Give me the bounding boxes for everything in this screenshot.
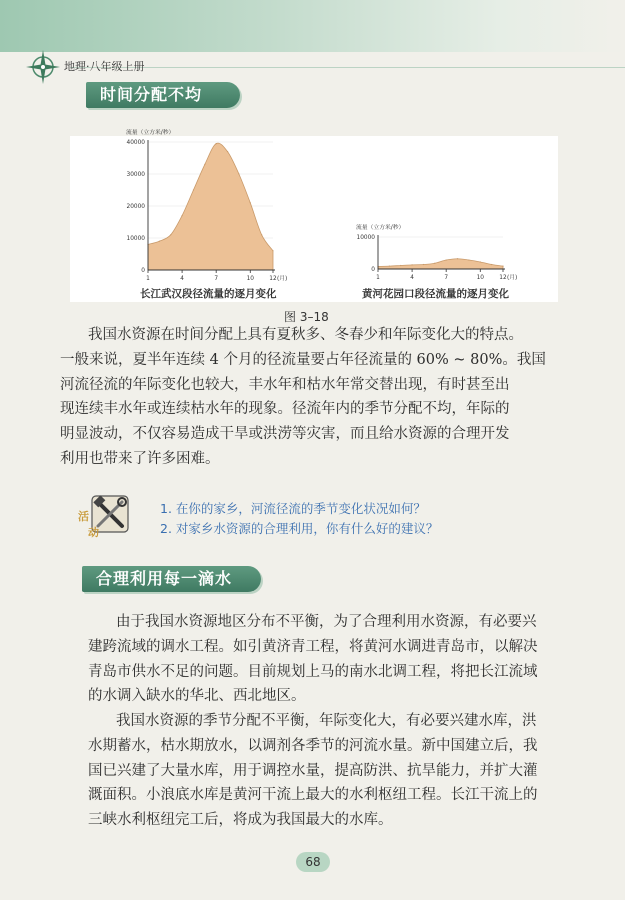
chart-yangtze-wuhan (80, 126, 310, 286)
x-tick-label: 7 (444, 274, 449, 281)
data-point (250, 202, 251, 203)
x-tick-label: 7 (214, 275, 219, 282)
x-axis-unit-label: (月) (507, 274, 518, 281)
y-tick-label: 10000 (126, 235, 145, 242)
data-point (238, 173, 239, 174)
activity-label-bottom: 动 (88, 526, 99, 539)
paragraph-line: 河流径流的年际变化也较大，丰水年和枯水年常交替出现，有时甚至出 (60, 376, 510, 393)
paragraph-line: 明显波动，不仅容易造成干旱或洪涝等灾害，而且给水资源的合理开发 (60, 426, 510, 443)
data-point (411, 264, 412, 265)
data-point (457, 258, 458, 259)
paragraph-line: 建跨流域的调水工程。如引黄济青工程，将黄河水调进青岛市，以解决 (88, 638, 538, 655)
data-point (480, 261, 481, 262)
x-tick-label: 12 (499, 274, 507, 281)
paragraph-reservoirs (88, 709, 558, 833)
figure-caption-left: 长江武汉段径流量的逐月变化 (140, 288, 277, 300)
paragraph-line: 一般来说，夏半年连续 4 个月的径流量要占年径流量的 60% ~ 80%。我国 (60, 351, 546, 368)
y-tick-label: 30000 (126, 171, 145, 178)
activity-label-top: 活 (78, 510, 89, 523)
data-point (204, 164, 205, 165)
data-point (170, 234, 171, 235)
data-point (446, 259, 447, 260)
activity-question-1: 1. 在你的家乡，河流径流的季节变化状况如何？ (160, 501, 426, 516)
header-subject: 地理·八年级上册 (64, 60, 145, 73)
data-point (468, 259, 469, 260)
section-title-use-every-drop: 合理利用每一滴水 (82, 566, 261, 592)
paragraph-line: 三峡水利枢纽完工后，将成为我国最大的水库。 (88, 812, 393, 829)
paragraph-line: 由于我国水资源地区分布不平衡，为了合理利用水资源，有必要兴 (116, 614, 537, 630)
paragraph-line: 现连续丰水年或连续枯水年的现象。径流年内的季节分配不均，年际的 (60, 401, 510, 418)
y-tick-label: 0 (141, 267, 145, 274)
x-tick-label: 10 (476, 274, 484, 281)
data-point (181, 215, 182, 216)
area-series (148, 143, 273, 270)
y-tick-label: 10000 (356, 234, 375, 241)
x-tick-label: 10 (246, 275, 254, 282)
data-point (216, 143, 217, 144)
x-tick-label: 1 (376, 274, 380, 281)
paragraph-time-distribution (60, 323, 558, 472)
data-point (423, 264, 424, 265)
y-axis-label: 流量（立方米/秒） (126, 130, 175, 136)
data-point (272, 250, 273, 251)
data-point (502, 266, 503, 267)
paragraph-line: 利用也带来了许多困难。 (60, 450, 220, 467)
section-title-time-distribution: 时间分配不均 (86, 82, 240, 108)
paragraph-line: 水期蓄水，枯水期放水，以调剂各季节的河流水量。新中国建立后，我 (88, 737, 538, 754)
data-point (227, 151, 228, 152)
paragraph-line: 我国水资源在时间分配上具有夏秋多、冬春少和年际变化大的特点。 (88, 327, 523, 343)
data-point (159, 241, 160, 242)
header-divider (70, 67, 625, 68)
figure-caption-right: 黄河花园口段径流量的逐月变化 (362, 288, 509, 300)
y-tick-label: 40000 (126, 139, 145, 146)
activity-question-2: 2. 对家乡水资源的合理利用，你有什么好的建议？ (160, 521, 439, 536)
figure-number: 图 3–18 (284, 310, 329, 324)
compass-icon (24, 48, 62, 86)
paragraph-line: 的水调入缺水的华北、西北地区。 (88, 688, 306, 705)
chart-yellow-river-huayuankou (330, 215, 530, 287)
paragraph-water-transfer (88, 610, 558, 709)
x-tick-label: 4 (410, 274, 414, 281)
y-tick-label: 20000 (126, 203, 145, 210)
x-tick-label: 1 (146, 275, 150, 282)
data-point (491, 264, 492, 265)
paragraph-line: 我国水资源的季节分配不平衡，年际变化大，有必要兴建水库，洪 (116, 713, 537, 729)
x-tick-label: 4 (180, 275, 184, 282)
x-tick-label: 12 (269, 275, 277, 282)
page-number: 68 (296, 852, 330, 872)
paragraph-line: 青岛市供水不足的问题。目前规划上马的南水北调工程，将把长江流域 (88, 663, 538, 680)
data-point (434, 263, 435, 264)
data-point (389, 266, 390, 267)
y-axis-label: 流量（立方米/秒） (356, 225, 405, 231)
y-tick-label: 0 (371, 266, 375, 273)
data-point (400, 265, 401, 266)
paragraph-line: 国已兴建了大量水库，用于调控水量，提高防洪、抗旱能力，并扩大灌 (88, 762, 538, 779)
area-series (378, 259, 503, 269)
paragraph-line: 溉面积。小浪底水库是黄河干流上最大的水利枢纽工程。长江干流上的 (88, 787, 538, 804)
header-band (0, 0, 625, 52)
x-axis-unit-label: (月) (277, 275, 288, 282)
data-point (261, 234, 262, 235)
data-point (193, 189, 194, 190)
